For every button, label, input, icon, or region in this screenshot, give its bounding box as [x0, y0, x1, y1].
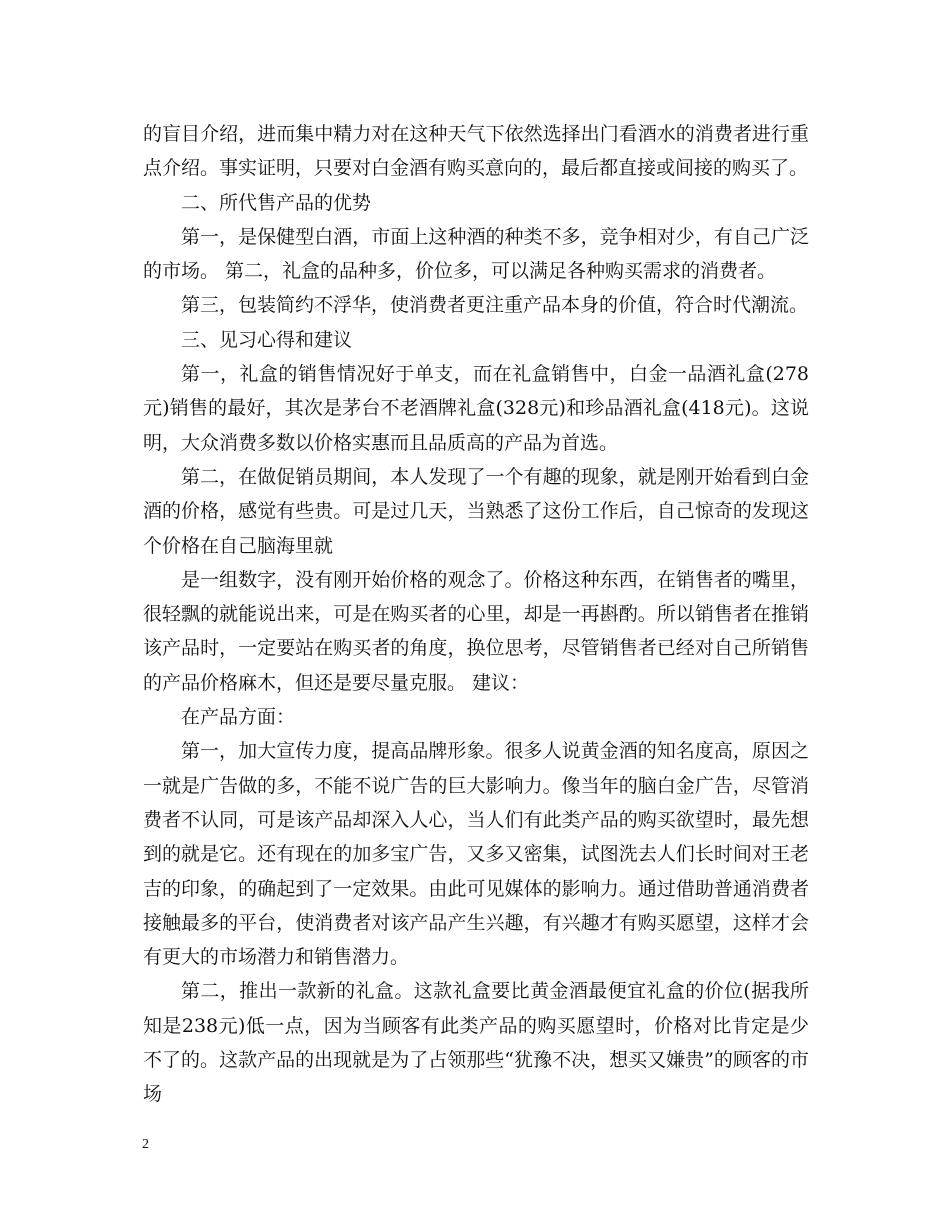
paragraph-10: 第一，加大宣传力度，提高品牌形象。很多人说黄金酒的知名度高，原因之一就是广告做的多，不能不说广告的巨大影响力。像当年的脑白金广告，尽管消费者不认同，可是该产品却深入人心，当人们有此类产品的购买欲望时，最先想到的就是它。还有现在的加多宝广告，又多又密集，试图洗去人们长时间对王老吉的印象，的确起到了一定效果。由此可见媒体的影响力。通过借助普通消费者接触最多的平台，使消费者对该产品产生兴趣，有兴趣才有购买愿望，这样才会有更大的市场潜力和销售潜力。 [143, 740, 809, 969]
heading-insights-suggestions: 三、见习心得和建议 [181, 328, 353, 351]
paragraph-4: 第三，包装简约不浮华，使消费者更注重产品本身的价值，符合时代潮流。 [181, 294, 809, 317]
heading-product-advantages: 二、所代售产品的优势 [181, 191, 372, 214]
document-body [143, 117, 809, 1112]
paragraph-11: 第二，推出一款新的礼盒。这款礼盒要比黄金酒最便宜礼盒的价位(据我所知是238元)低一点，因为当顾客有此类产品的购买愿望时，价格对比肯定是少不了的。这款产品的出现就是为了占领那些“犹豫不决，想买又嫌贵”的顾客的市场 [143, 980, 809, 1106]
page-number: 2 [142, 1137, 149, 1152]
heading-product-aspect: 在产品方面： [181, 706, 296, 729]
paragraph-8: 是一组数字，没有刚开始价格的观念了。价格这种东西，在销售者的嘴里，很轻飘的就能说出来，可是在购买者的心里，却是一再斟酌。所以销售者在推销该产品时，一定要站在购买者的角度，换位思考，尽管销售者已经对自己所销售的产品价格麻木，但还是要尽量克服。 建议： [143, 568, 809, 694]
paragraph-6: 第一，礼盒的销售情况好于单支，而在礼盒销售中，白金一品酒礼盒(278元)销售的最好，其次是茅台不老酒牌礼盒(328元)和珍品酒礼盒(418元)。这说明，大众消费多数以价格实惠而且品质高的产品为首选。 [143, 363, 809, 454]
paragraph-3: 第一，是保健型白酒，市面上这种酒的种类不多，竞争相对少，有自己广泛的市场。 第二，礼盒的品种多，价位多，可以满足各种购买需求的消费者。 [143, 225, 809, 283]
paragraph-1: 的盲目介绍，进而集中精力对在这种天气下依然选择出门看酒水的消费者进行重点介绍。事实证明，只要对白金酒有购买意向的，最后都直接或间接的购买了。 [143, 123, 809, 180]
paragraph-7: 第二，在做促销员期间，本人发现了一个有趣的现象，就是刚开始看到白金酒的价格，感觉有些贵。可是过几天，当熟悉了这份工作后，自己惊奇的发现这个价格在自己脑海里就 [143, 465, 809, 557]
